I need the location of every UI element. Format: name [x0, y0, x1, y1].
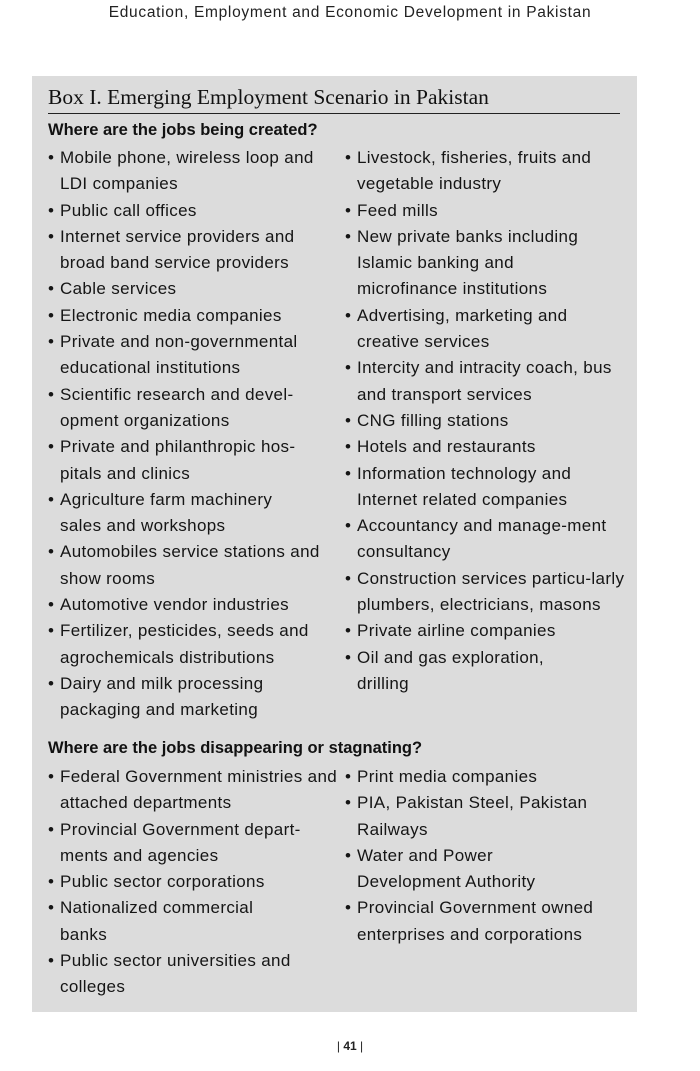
list-item: • CNG filling stations: [345, 408, 635, 434]
list-item: • Private and philanthropic hos-pitals and clinics: [48, 434, 330, 487]
list-item: • Provincial Government depart-ments and agencies: [48, 817, 346, 870]
list-item: • Hotels and restaurants: [345, 434, 635, 460]
list-item: • Scientific research and devel-opment organizations: [48, 382, 328, 435]
list-item: • Fertilizer, pesticides, seeds and agrochemicals distributions: [48, 618, 340, 671]
list-item: • Nationalized commercial banks: [48, 895, 300, 948]
list-item: • Public sector corporations: [48, 869, 348, 895]
disappearing-list-left: [48, 764, 348, 1001]
list-item: • Agriculture farm machinery sales and workshops: [48, 487, 312, 540]
list-item: • Private airline companies: [345, 618, 635, 644]
list-item: • Information technology and Internet related companies: [345, 461, 619, 514]
list-item: • Electronic media companies: [48, 303, 348, 329]
list-item: • Livestock, fisheries, fruits and vegetable industry: [345, 145, 635, 198]
list-item: • Advertising, marketing and creative services: [345, 303, 619, 356]
list-item: • Feed mills: [345, 198, 635, 224]
list-item: • Intercity and intracity coach, bus and transport services: [345, 355, 639, 408]
list-item: • Mobile phone, wireless loop and LDI companies: [48, 145, 322, 198]
created-list-left: [48, 145, 348, 724]
page-number: | 41 |: [336, 1039, 364, 1053]
list-item: • Federal Government ministries and attached departments: [48, 764, 350, 817]
disappearing-list-right: [345, 764, 635, 948]
list-item: • New private banks including Islamic banking and microfinance institutions: [345, 224, 619, 303]
running-head: Education, Employment and Economic Development in Pakistan: [108, 4, 592, 21]
list-item: • Cable services: [48, 276, 348, 302]
list-item: • Construction services particu-larly plumbers, electricians, masons: [345, 566, 645, 619]
list-item: • Public sector universities and colleges: [48, 948, 322, 1001]
page-number-value: 41: [343, 1039, 357, 1053]
box-title: Box I. Emerging Employment Scenario in Pakistan: [48, 82, 620, 114]
list-item: • PIA, Pakistan Steel, Pakistan Railways: [345, 790, 625, 843]
list-item: • Automotive vendor industries: [48, 592, 348, 618]
list-item: • Internet service providers and broad band service providers: [48, 224, 332, 277]
list-item: • Water and Power Development Authority: [345, 843, 597, 896]
list-item: • Accountancy and manage-ment consultancy: [345, 513, 607, 566]
list-item: • Print media companies: [345, 764, 635, 790]
list-item: • Private and non-governmental educational institutions: [48, 329, 338, 382]
section-heading-created: Where are the jobs being created?: [48, 121, 318, 139]
created-list-right: [345, 145, 635, 697]
list-item: • Oil and gas exploration, drilling: [345, 645, 597, 698]
list-item: • Provincial Government owned enterprises and corporations: [345, 895, 645, 948]
list-item: • Automobiles service stations and show rooms: [48, 539, 322, 592]
list-item: • Public call offices: [48, 198, 348, 224]
box-panel: [32, 76, 637, 1012]
section-heading-disappearing: Where are the jobs disappearing or stagnating?: [48, 739, 423, 757]
list-item: • Dairy and milk processing packaging and marketing: [48, 671, 300, 724]
